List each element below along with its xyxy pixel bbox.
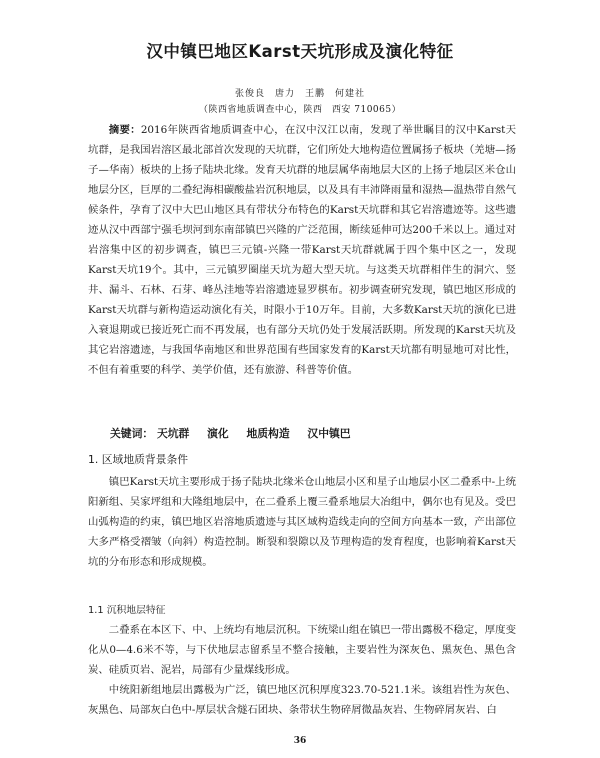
keywords-label: 关键词： [110, 427, 154, 440]
abstract-text: 2016年陕西省地质调查中心，在汉中汉江以南，发现了举世瞩目的汉中Karst天坑群，是我国岩溶区最北部首次发现的天坑群，它们所处大地构造位置属扬子板块（羌塘—扬子—华南）板块的上扬子陆块北缘。发育天坑群的地层属华南地层大区的上扬子地层区米仓山地层分区，巨厚的二叠纪海相碳酸盐岩沉积地层，以及具有丰沛降雨量和湿热—温热带自然气候条件，孕育了汉中大巴山地区具有带状分布特色的Karst天坑群和其它岩溶遗迹等。这些遗迹从汉中西部宁强毛坝河到东南部镇巴兴隆的广泛范围，断续延伸可达200千米以上。通过对岩溶集中区的初步调查，镇巴三元镇-兴隆一带Karst天坑群就属于四个集中区之一，发现Karst天坑19个。其中，三元镇罗圈崖天坑为超大型天坑。与这类天坑群相伴生的洞穴、竖井、漏斗、石林、石芽、峰丛洼地等岩溶遗迹显罗棋布。初步调查研究发现，镇巴地区形成的Karst天坑群与新构造运动演化有关，时限小于10万年。目前，大多数Karst天坑的演化已进入衰退期或已接近死亡而不再发展，也有部分天坑仍处于发展活跃期。所发现的Karst天坑及其它岩溶遗迹，与我国华南地区和世界范围有些国家发育的Karst天坑都有明显地可对比性，不但有着重要的科学、美学价值，还有旅游、科普等价值。 [88, 124, 517, 376]
section-heading: 1. 区域地质背景条件 [88, 453, 189, 466]
abstract-label: 摘要： [108, 124, 141, 136]
subsection-heading: 1.1 沉积地层特征 [88, 605, 166, 616]
keywords-line [110, 426, 365, 441]
author-affiliation: （陕西省地质调查中心，陕西 西安 710065） [198, 105, 402, 115]
section-body [88, 472, 516, 572]
keyword: 地质构造 [246, 427, 290, 440]
keyword: 汉中镇巴 [307, 427, 351, 440]
page-number: 36 [293, 736, 307, 746]
keyword: 演化 [207, 427, 229, 440]
paragraph: 二叠系在本区下、中、上统均有地层沉积。下统梁山组在镇巴一带出露极不稳定，厚度变化从0—4.6米不等，与下伏地层志留系呈不整合接触，主要岩性为深灰色、黑灰色、黑色含炭、硅质页岩、泥岩，局部有少量煤线形成。 [88, 624, 516, 676]
paragraph: 镇巴Karst天坑主要形成于扬子陆块北缘米仓山地层小区和星子山地层小区二叠系中-上统阳新组、吴家坪组和大隆组地层中，在二叠系上覆三叠系地层大冶组中，偶尔也有见及。受巴山弧构造的约束，镇巴地区岩溶地质遗迹与其区域构造线走向的空间方向基本一致，产出部位大多严格受褶皱（向斜）构造控制。断裂和裂隙以及节理构造的发育程度，也影响着Karst天坑的分布形态和形成规模。 [88, 476, 516, 568]
author-list: 张俊良 唐力 王鹏 何建社 [234, 89, 365, 99]
paragraph: 中统阳新组地层出露极为广泛，镇巴地区沉积厚度323.70-521.1米。该组岩性为灰色、灰黑色、局部灰白色中-厚层状含燧石团块、条带状生物碎屑微晶灰岩、生物碎屑灰岩、白 [88, 684, 516, 716]
abstract [88, 120, 516, 380]
subsection-body [88, 620, 516, 720]
paper-title: 汉中镇巴地区Karst天坑形成及演化特征 [146, 42, 454, 61]
keyword: 天坑群 [156, 427, 190, 440]
